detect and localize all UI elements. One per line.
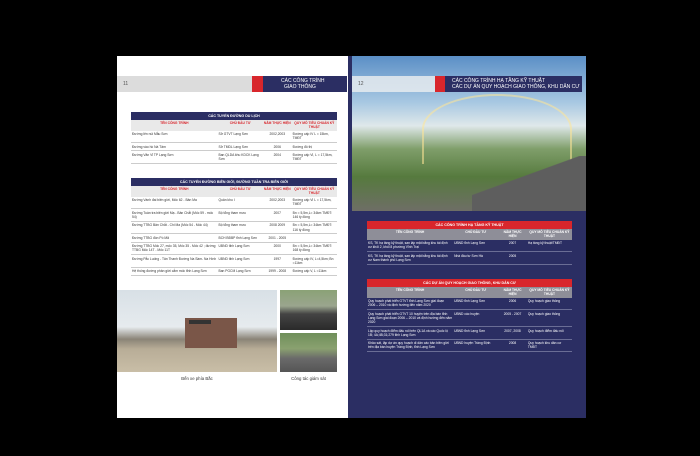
table-title: CÁC TUYẾN ĐƯỜNG DU LỊCH — [131, 112, 337, 120]
table-row — [131, 255, 337, 268]
table-cell: KS, TK hạ tầng kỹ thuật, san lấp mặt bằng khu tái định cư khối 2, khối 8 phường Vĩnh Trại — [367, 240, 453, 252]
table-cell — [527, 252, 572, 265]
infrastructure-table — [367, 221, 572, 265]
photo-caption: Công tác giám sát — [291, 376, 326, 381]
table-row — [131, 242, 337, 255]
table-cell: Đường đô thị — [292, 143, 337, 151]
table-cell: UBND tỉnh Lạng Sơn — [453, 327, 498, 340]
header-accent — [252, 76, 263, 92]
table-cell: Đường TTBG Mốc 27, mốc 35, Mốc 35 - Mốc 42 ; đường TTBG Mốc 14T - Mốc 11T — [131, 242, 218, 255]
table-cell: 2008 — [498, 339, 527, 352]
table-cell: Đường vào hồ Nà Tâm — [131, 143, 218, 151]
table-cell: Nhà đầu tư Sơn Hà — [453, 252, 498, 265]
table-cell: Đường Vành đai biên giới, Mốc 62 - Bản Ma — [131, 197, 218, 209]
table-cell: Đường Tuần tra biên giới Mạ - Bản Chắt (Mốc 59 - mốc 54) — [131, 209, 218, 222]
table-cell: 2000 — [263, 242, 292, 255]
table-cell: Đường TTBG Bản Chắt - Chi Ma (Mốc 54 - Mốc 44) — [131, 221, 218, 234]
table-cell: 2008 2009 — [263, 221, 292, 234]
page-header — [117, 76, 347, 92]
table-row — [367, 298, 572, 310]
table-row — [131, 151, 337, 164]
header-accent — [435, 76, 445, 92]
table-row — [131, 267, 337, 275]
header-title-line: CÁC CÔNG TRÌNH — [281, 78, 325, 84]
table-cell: 1999 - 2008 — [263, 267, 292, 275]
table-title: CÁC DỰ ÁN QUY HOẠCH GIAO THÔNG, KHU DÂN CƯ — [367, 279, 572, 287]
column-header: TÊN CÔNG TRÌNH — [131, 120, 218, 131]
table-row — [367, 339, 572, 352]
table-header-row — [131, 120, 337, 131]
table-row — [131, 197, 337, 209]
page-number: 11 — [117, 76, 252, 92]
table-header-row — [131, 186, 337, 197]
table-cell: Ban PGCM Lạng Sơn — [218, 267, 263, 275]
table-cell: KS, TK hạ tầng kỹ thuật, san lấp mặt bằng khu tái định cư Nam thành phố Lạng Sơn — [367, 252, 453, 265]
rainbow — [422, 94, 572, 164]
table-cell: 2007 — [263, 209, 292, 222]
table-cell: Bn = 5,5m,L= 34km TMĐT: 168 tỷ đồng — [292, 242, 337, 255]
building-sign — [189, 320, 211, 324]
table-cell: 2004 — [263, 151, 292, 164]
table-cell: Đường lên núi Mẫu Sơn — [131, 131, 218, 143]
supervision-photo — [280, 333, 337, 372]
right-page — [352, 56, 586, 418]
table-cell: Đường TTBG đồn Pò Mã — [131, 234, 218, 242]
table-cell: 1997 — [263, 255, 292, 268]
table-header-row — [367, 287, 572, 298]
table-cell: Quy hoạch phát triển GTVT tỉnh Lạng Sơn giai đoạn 2006 – 2010 và định hướng đến năm 2020 — [367, 298, 453, 310]
table-cell: 2006 — [498, 298, 527, 310]
table-row — [367, 310, 572, 327]
column-header: QUY MÔ TIÊU CHUẨN KỸ THUẬT — [527, 287, 572, 298]
tourism-roads-table — [131, 112, 337, 164]
table-row — [131, 143, 337, 151]
table-cell: Quân khu I — [218, 197, 263, 209]
table-row — [367, 252, 572, 265]
table-cell: Sở TMDL Lạng Sơn — [218, 143, 263, 151]
table-cell: 2001 - 2005 — [263, 234, 292, 242]
header-title — [263, 76, 347, 92]
table-cell: 2006 — [263, 143, 292, 151]
column-header: TÊN CÔNG TRÌNH — [131, 186, 218, 197]
table-cell: 2002,2003 — [263, 131, 292, 143]
column-header: NĂM THỰC HIỆN — [498, 287, 527, 298]
table-cell: UBND tỉnh Lạng Sơn — [453, 298, 498, 310]
table-header-row — [367, 229, 572, 240]
column-header: QUY MÔ TIÊU CHUẨN KỸ THUẬT — [292, 186, 337, 197]
border-roads-table — [131, 178, 337, 276]
column-header: NĂM THỰC HIỆN — [498, 229, 527, 240]
header-title-line: GIAO THÔNG — [284, 84, 316, 90]
table-cell: Ban QLDA khu KDCK Lạng Sơn — [218, 151, 263, 164]
table-row — [131, 209, 337, 222]
table-cell: Hệ thống đường phân giới cắm mốc tỉnh Lạng Sơn — [131, 267, 218, 275]
table-cell: Bn = 5,5m,L= 34km TMĐT: 116 tỷ đồng — [292, 221, 337, 234]
table-cell: 2002,2003 — [263, 197, 292, 209]
table-cell: 2005 — [498, 252, 527, 265]
column-header: TÊN CÔNG TRÌNH — [367, 287, 453, 298]
column-header: CHỦ ĐẦU TƯ — [218, 186, 263, 197]
column-header: NĂM THỰC HIỆN — [263, 120, 292, 131]
table-cell: Đường cấp VI L = 17,5km, TMĐT — [292, 197, 337, 209]
header-title-line: CÁC CÔNG TRÌNH HẠ TẦNG KỸ THUẬT — [452, 78, 546, 84]
table-cell: Đường cấp IV, L=4,5km; Bn =11km — [292, 255, 337, 268]
table-cell: Lập quy hoạch điểm đấu nối trên QL1A và các Quốc lộ 1B; 4A;4B;31;279 tỉnh Lạng Sơn — [367, 327, 453, 340]
table-cell: Hạ tầng kỹ thuật/TMĐT — [527, 240, 572, 252]
header-title-line: CÁC DỰ ÁN QUY HOẠCH GIAO THÔNG, KHU DÂN CƯ — [452, 84, 580, 90]
table-row — [367, 327, 572, 340]
table-row — [131, 221, 337, 234]
table-cell: BCH BĐBP tỉnh Lạng Sơn — [218, 234, 263, 242]
table-cell: 2007 — [498, 240, 527, 252]
table-cell: Quy hoạch khu dân cư TMĐT — [527, 339, 572, 352]
road-paving-photo — [280, 290, 337, 330]
table-row — [367, 240, 572, 252]
header-title — [445, 76, 582, 92]
table-cell: 2007, 2008 — [498, 327, 527, 340]
table-cell: Khảo sát, lập dự án quy hoạch di dân các bản biên giới trên địa bàn huyện Tràng Định, tỉnh Lạng Sơn — [367, 339, 453, 352]
table-cell: UBND tỉnh Lạng Sơn — [218, 242, 263, 255]
table-title: CÁC TUYẾN ĐƯỜNG BIÊN GIỚI, ĐƯỜNG TUẦN TRA BIÊN GIỚI — [131, 178, 337, 186]
planning-projects-table — [367, 279, 572, 352]
table-cell: Bn = 5,5m,L= 34km TMĐT: 146 tỷ đồng — [292, 209, 337, 222]
table-cell: Đường Văn Vỉ TP Lạng Sơn — [131, 151, 218, 164]
page-header — [352, 76, 582, 92]
table-row — [131, 234, 337, 242]
column-header: QUY MÔ TIÊU CHUẨN KỸ THUẬT — [527, 229, 572, 240]
table-cell: Quy hoạch giao thông — [527, 298, 572, 310]
left-page — [117, 56, 352, 418]
photo-caption: Bến xe phía Bắc — [181, 376, 213, 381]
table-cell: Đường cấp V, L =11km — [292, 267, 337, 275]
table-cell: Quy hoạch giao thông — [527, 310, 572, 327]
table-cell: Quy hoạch phát triển GTVT 10 huyện trên địa bàn tỉnh Lạng Sơn giai đoạn 2006 – 2010 và định hướng đến năm 2020 — [367, 310, 453, 327]
table-title: CÁC CÔNG TRÌNH HẠ TẦNG KỸ THUẬT — [367, 221, 572, 229]
table-cell: Đường cấp IV L = 15km, TMĐT — [292, 131, 337, 143]
table-cell: Bộ tổng tham mưu — [218, 221, 263, 234]
table-cell: UBND tỉnh Lạng Sơn — [218, 255, 263, 268]
table-row — [131, 131, 337, 143]
column-header: QUY MÔ TIÊU CHUẨN KỸ THUẬT — [292, 120, 337, 131]
column-header: CHỦ ĐẦU TƯ — [218, 120, 263, 131]
road — [472, 156, 586, 211]
table-cell: Đường Pắc Luống - Tân Thanh Đường Na Sầm- Na Hình — [131, 255, 218, 268]
table-cell: Đường cấp VI, L = 17,5km, TMĐT — [292, 151, 337, 164]
table-cell: UBND các huyện — [453, 310, 498, 327]
table-cell: 2005 - 2007 — [498, 310, 527, 327]
bus-station-photo — [117, 290, 277, 372]
column-header: NĂM THỰC HIỆN — [263, 186, 292, 197]
page-number: 12 — [352, 76, 435, 92]
table-cell: UBND huyện Tràng Định — [453, 339, 498, 352]
column-header: TÊN CÔNG TRÌNH — [367, 229, 453, 240]
table-cell: Bộ tổng tham mưu — [218, 209, 263, 222]
column-header: CHỦ ĐẦU TƯ — [453, 229, 498, 240]
table-cell: Sở GTVT Lạng Sơn — [218, 131, 263, 143]
column-header: CHỦ ĐẦU TƯ — [453, 287, 498, 298]
table-cell: Quy hoạch điểm đấu nối — [527, 327, 572, 340]
table-cell — [292, 234, 337, 242]
table-cell: UBND tỉnh Lạng Sơn — [453, 240, 498, 252]
